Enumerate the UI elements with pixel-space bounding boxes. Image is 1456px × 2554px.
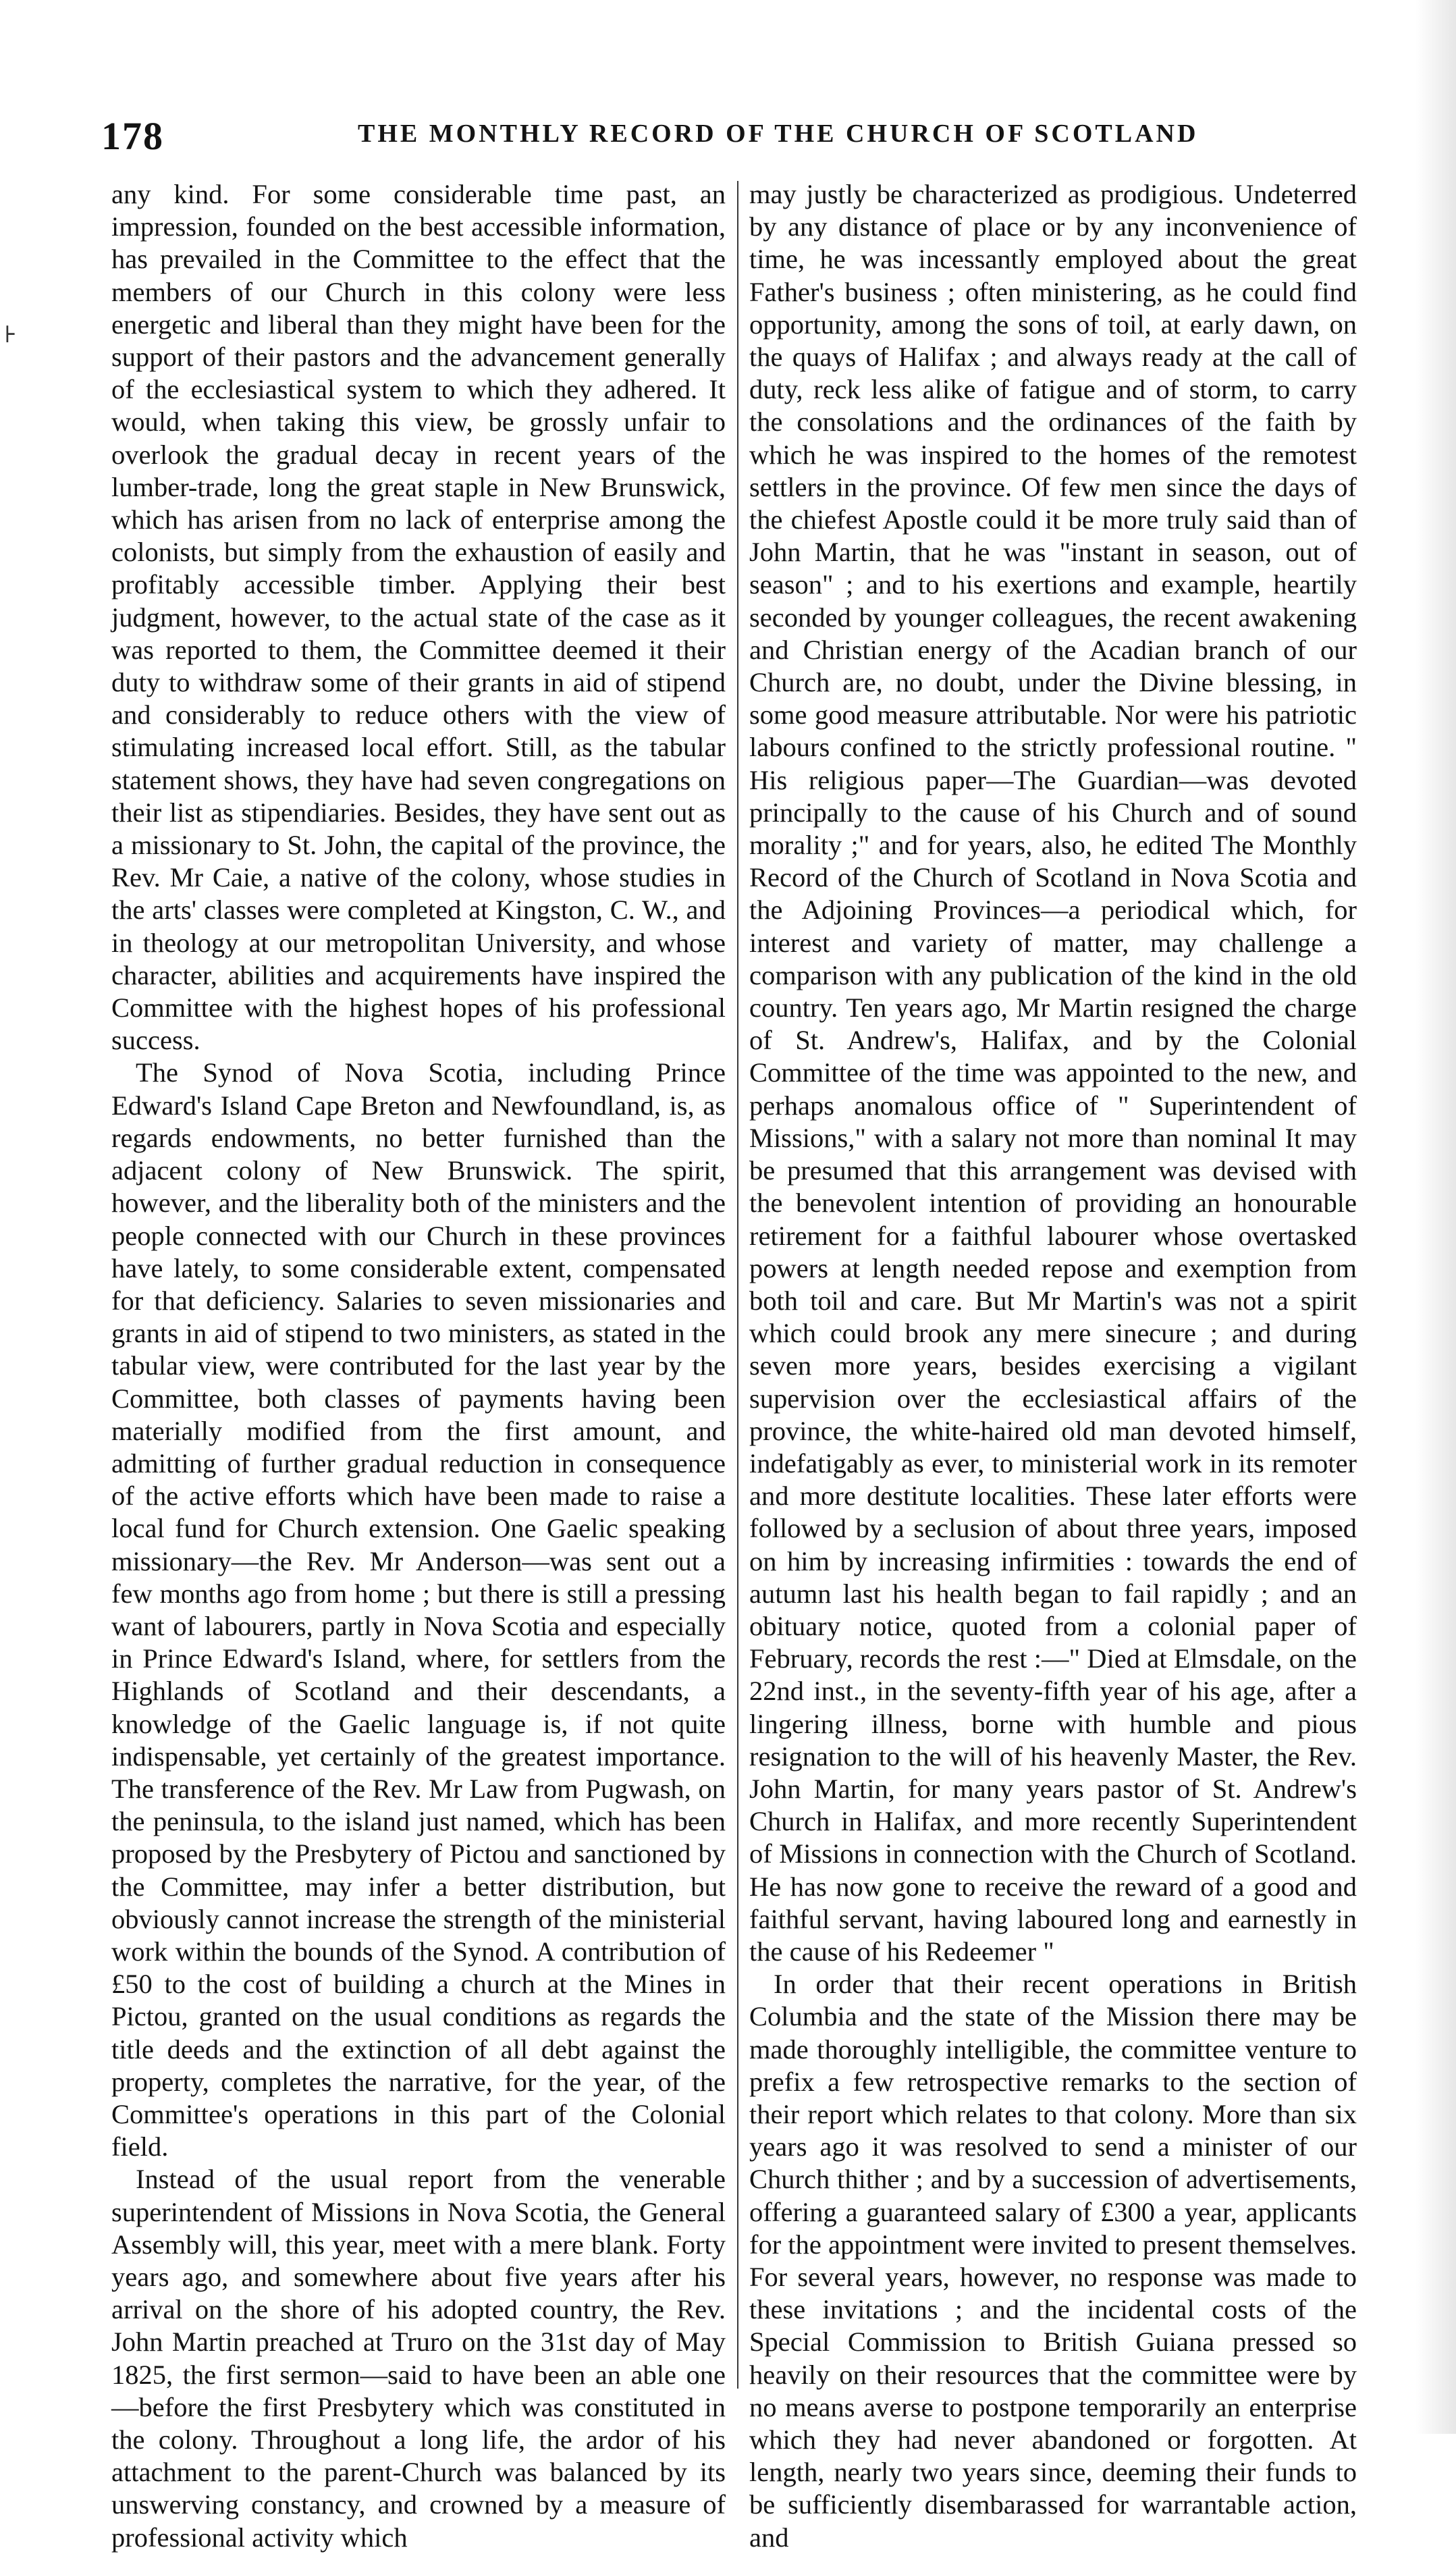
page-header [101, 113, 1370, 161]
margin-mark: ⊦ [4, 323, 18, 348]
paragraph: The Synod of Nova Scotia, including Prince Edward's Island Cape Breton and Newfoundland, is, as regards endowments, no better furnished than the adjacent colony of New Brunswick. The spirit, however, and the liberality both of the ministers and the people connected with our Church in these provinces have lately, to some considerable extent, compensated for that deficiency. Salaries to seven missionaries and grants in aid of stipend to two ministers, as stated in the tabular view, were contributed for the last year by the Committee, both classes of payments having been materially modified from the first amount, and admitting of further gradual reduction in consequence of the active efforts which have been made to raise a local fund for Church extension. One Gaelic speaking missionary—the Rev. Mr Anderson—was sent out a few months ago from home ; but there is still a pressing want of labourers, partly in Nova Scotia and especially in Prince Edward's Island, where, for settlers from the Highlands of Scotland and their descendants, a knowledge of the Gaelic language is, if not quite indispensable, yet certainly of the greatest importance. The transference of the Rev. Mr Law from Pugwash, on the peninsula, to the island just named, which has been proposed by the Presbytery of Pictou and sanctioned by the Committee, may infer a better distribution, but obviously cannot increase the strength of the ministerial work within the bounds of the Synod. A contribution of £50 to the cost of building a church at the Mines in Pictou, granted on the usual conditions as regards the title deeds and the extinction of all debt against the property, completes the narrative, for the year, of the Committee's operations in this part of the Colonial field. [111, 1057, 726, 2162]
page-edge-shadow [1415, 0, 1456, 2434]
column-divider [737, 181, 738, 2389]
paragraph: In order that their recent operations in British Columbia and the state of the Mission there may be made thoroughly intelligible, the committee venture to prefix a few retrospective remarks to the section of their report which relates to that colony. More than six years ago it was resolved to send a minister of our Church thither ; and by a succession of advertisements, offering a guaranteed salary of £300 a year, applicants for the appointment were invited to present themselves. For several years, however, no response was made to these invitations ; and the incidental costs of the Special Commission to British Guiana pressed so heavily on their resources that the committee were by no means averse to postpone temporarily an enterprise which they had never abandoned or forgotten. At length, nearly two years since, deeming their funds to be sufficiently disembarassed for warrantable action, and [749, 1969, 1357, 2553]
right-column [749, 178, 1357, 2554]
paragraph: may justly be characterized as prodigious. Undeterred by any distance of place or by any inconvenience of time, he was incessantly employed about the great Father's business ; often ministering, as he could find opportunity, among the sons of toil, at early dawn, on the quays of Halifax ; and always ready at the call of duty, reck less alike of fatigue and of storm, to carry the consolations and the ordinances of the faith by which he was inspired to the homes of the remotest settlers in the province. Of few men since the days of the chiefest Apostle could it be more truly said than of John Martin, that he was "instant in season, out of season" ; and to his exertions and example, heartily seconded by younger colleagues, the recent awakening and Christian energy of the Acadian branch of our Church are, no doubt, under the Divine blessing, in some good measure attributable. Nor were his patriotic labours confined to the strictly professional routine. " His religious paper—The Guardian—was devoted principally to the cause of his Church and of sound morality ;" and for years, also, he edited The Monthly Record of the Church of Scotland in Nova Scotia and the Adjoining Provinces—a periodical which, for interest and variety of matter, may challenge a comparison with any publication of the kind in the old country. Ten years ago, Mr Martin resigned the charge of St. Andrew's, Halifax, and by the Colonial Committee of the time was appointed to the new, and perhaps anomalous office of " Superintendent of Missions," with a salary not more than nominal It may be presumed that this arrangement was devised with the benevolent intention of providing an honourable retirement for a faithful labourer whose overtasked powers at length needed repose and exemption from both toil and care. But Mr Martin's was not a spirit which could brook any mere sinecure ; and during seven more years, besides exercising a vigilant supervision over the ecclesiastical affairs of the province, the white-haired old man devoted himself, indefatigably as ever, to ministerial work in its remoter and more destitute localities. These later efforts were followed by a seclusion of about three years, imposed on him by increasing infirmities : towards the end of autumn last his health began to fail rapidly ; and an obituary notice, quoted from a colonial paper of February, records the rest :—" Died at Elmsdale, on the 22nd inst., in the seventy-fifth year of his age, after a lingering illness, borne with humble and pious resignation to the will of his heavenly Master, the Rev. John Martin, for many years pastor of St. Andrew's Church in Halifax, and more recently Superintendent of Missions in connection with the Church of Scotland. He has now gone to receive the reward of a good and faithful servant, having laboured long and earnestly in the cause of his Redeemer " [749, 179, 1357, 1967]
page-number: 178 [101, 114, 164, 158]
left-column [111, 178, 726, 2554]
paragraph: Instead of the usual report from the venerable superintendent of Missions in Nova Scotia, the General Assembly will, this year, meet with a mere blank. Forty years ago, and somewhere about five years after his arrival on the shore of his adopted country, the Rev. John Martin preached at Truro on the 31st day of May 1825, the first sermon—said to have been an able one—before the first Presbytery which was constituted in the colony. Throughout a long life, the ardor of his attachment to the parent-Church was balanced by its unswerving constancy, and crowned by a measure of professional activity which [111, 2164, 726, 2553]
paragraph: any kind. For some considerable time past, an impression, founded on the best accessible information, has prevailed in the Committee to the effect that the members of our Church in this colony were less energetic and liberal than they might have been for the support of their pastors and the advancement generally of the ecclesiastical system to which they adhered. It would, when taking this view, be grossly unfair to overlook the gradual decay in recent years of the lumber-trade, long the great staple in New Brunswick, which has arisen from no lack of enterprise among the colonists, but simply from the exhaustion of easily and profitably accessible timber. Applying their best judgment, however, to the actual state of the case as it was reported to them, the Committee deemed it their duty to withdraw some of their grants in aid of stipend and considerably to reduce others with the view of stimulating increased local effort. Still, as the tabular statement shows, they have had seven congregations on their list as stipendiaries. Besides, they have sent out as a missionary to St. John, the capital of the province, the Rev. Mr Caie, a native of the colony, whose studies in the arts' classes were completed at Kingston, C. W., and in theology at our metropolitan University, and whose character, abilities and acquirements have inspired the Committee with the highest hopes of his professional success. [111, 179, 726, 1056]
running-title: THE MONTHLY RECORD OF THE CHURCH OF SCOTLAND [358, 119, 1199, 148]
